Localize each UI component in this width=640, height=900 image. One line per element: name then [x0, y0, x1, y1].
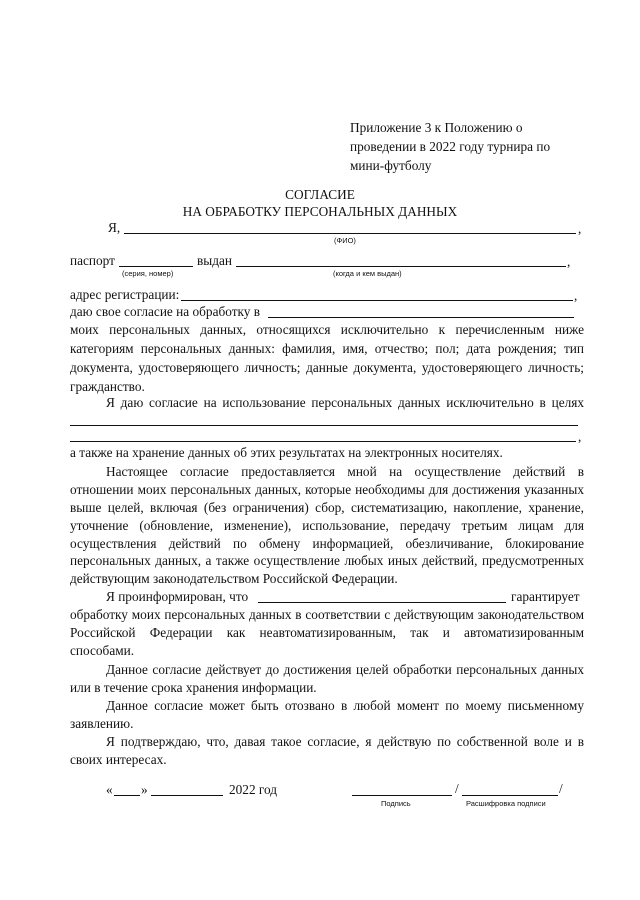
- purpose-field-1[interactable]: [70, 425, 578, 426]
- appendix-line-2: проведении в 2022 году турнира по: [350, 139, 551, 154]
- organizer-field[interactable]: [258, 602, 506, 603]
- series-hint: (серия, номер): [122, 269, 174, 278]
- date-year: 2022 год: [229, 782, 278, 797]
- signature-field[interactable]: [352, 795, 452, 796]
- date-quote-open: «: [106, 782, 113, 797]
- issued-label: выдан: [197, 253, 232, 268]
- day-field[interactable]: [114, 795, 140, 796]
- p3-line-7: действующим законодательством Российской Федерации.: [70, 571, 398, 586]
- document-title-line-2: НА ОБРАБОТКУ ПЕРСОНАЛЬНЫХ ДАННЫХ: [182, 204, 458, 219]
- p2-line-1: Я даю согласие на использование персональных данных исключительно в целях: [106, 395, 584, 410]
- p1-line-1: моих персональных данных, относящихся исключительно к перечисленным ниже: [70, 322, 584, 337]
- appendix-line-3: мини-футболу: [350, 158, 432, 173]
- signature-slash-2: /: [559, 781, 563, 796]
- p4-line-4: способами.: [70, 643, 135, 658]
- p3-line-6: персональных данных, а также осуществление любых иных действий, предусмотренных: [70, 553, 584, 568]
- operator-field[interactable]: [268, 317, 574, 318]
- p1-line-3: документа, удостоверяющего личность; данные документа, удостоверяющего личность;: [70, 360, 584, 375]
- p3-line-1: Настоящее согласие предоставляется мной на осуществление действий в: [106, 464, 584, 479]
- signature-decode-hint: Расшифровка подписи: [466, 799, 546, 808]
- p7-line-2: своих интересах.: [70, 752, 167, 767]
- passport-number-field[interactable]: [119, 266, 193, 267]
- appendix-line-1: Приложение 3 к Положению о: [350, 120, 523, 135]
- date-quote-close: »: [141, 782, 148, 797]
- i-label: Я,: [108, 220, 121, 235]
- document-title-line-1: СОГЛАСИЕ: [285, 187, 355, 202]
- signature-hint: Подпись: [381, 799, 411, 808]
- address-field[interactable]: [181, 300, 573, 301]
- passport-label: паспорт: [70, 253, 115, 268]
- fio-comma: ,: [578, 221, 582, 236]
- address-label: адрес регистрации:: [70, 287, 180, 302]
- p4-part-b: гарантирует: [511, 589, 580, 604]
- issued-by-field[interactable]: [236, 266, 566, 267]
- purpose-comma: ,: [578, 429, 582, 444]
- p5-line-1: Данное согласие действует до достижения целей обработки персональных данных: [106, 662, 584, 677]
- consent-to-label: даю свое согласие на обработку в: [70, 304, 261, 319]
- p6-line-2: заявлению.: [70, 716, 134, 731]
- address-comma: ,: [574, 288, 578, 303]
- signature-decode-field[interactable]: [462, 795, 558, 796]
- p2-line-2: а также на хранение данных об этих результатах на электронных носителях.: [70, 445, 503, 460]
- issued-hint: (когда и кем выдан): [333, 269, 402, 278]
- p4-part-a: Я проинформирован, что: [106, 589, 249, 604]
- p3-line-5: осуществления действий по обмену информацией, обезличивание, блокирование: [70, 536, 584, 551]
- p1-line-2: категориям персональных данных: фамилия, имя, отчество; пол; дата рождения; тип: [70, 341, 584, 356]
- p4-line-2: обработку моих персональных данных в соответствии с действующим законодательством: [70, 607, 584, 622]
- issued-comma: ,: [567, 254, 571, 269]
- p3-line-3: выше целей, включая (без ограничения) сбор, систематизацию, накопление, хранение,: [70, 500, 584, 515]
- fio-hint: (ФИО): [334, 236, 356, 245]
- p1-line-4: гражданство.: [70, 379, 145, 394]
- month-field[interactable]: [151, 795, 223, 796]
- p5-line-2: или в течение срока хранения информации.: [70, 680, 317, 695]
- signature-slash-1: /: [455, 781, 459, 796]
- p3-line-4: уточнение (обновление, изменение), использование, передачу третьим лицам для: [70, 518, 584, 533]
- p6-line-1: Данное согласие может быть отозвано в любой момент по моему письменному: [106, 698, 584, 713]
- p4-line-3: Российской Федерации как неавтоматизированным, так и автоматизированным: [70, 625, 584, 640]
- fio-field[interactable]: [124, 233, 576, 234]
- purpose-field-2[interactable]: [70, 441, 576, 442]
- p3-line-2: отношении моих персональных данных, которые необходимы для достижения указанных: [70, 482, 584, 497]
- p7-line-1: Я подтверждаю, что, давая такое согласие, я действую по собственной воле и в: [106, 734, 584, 749]
